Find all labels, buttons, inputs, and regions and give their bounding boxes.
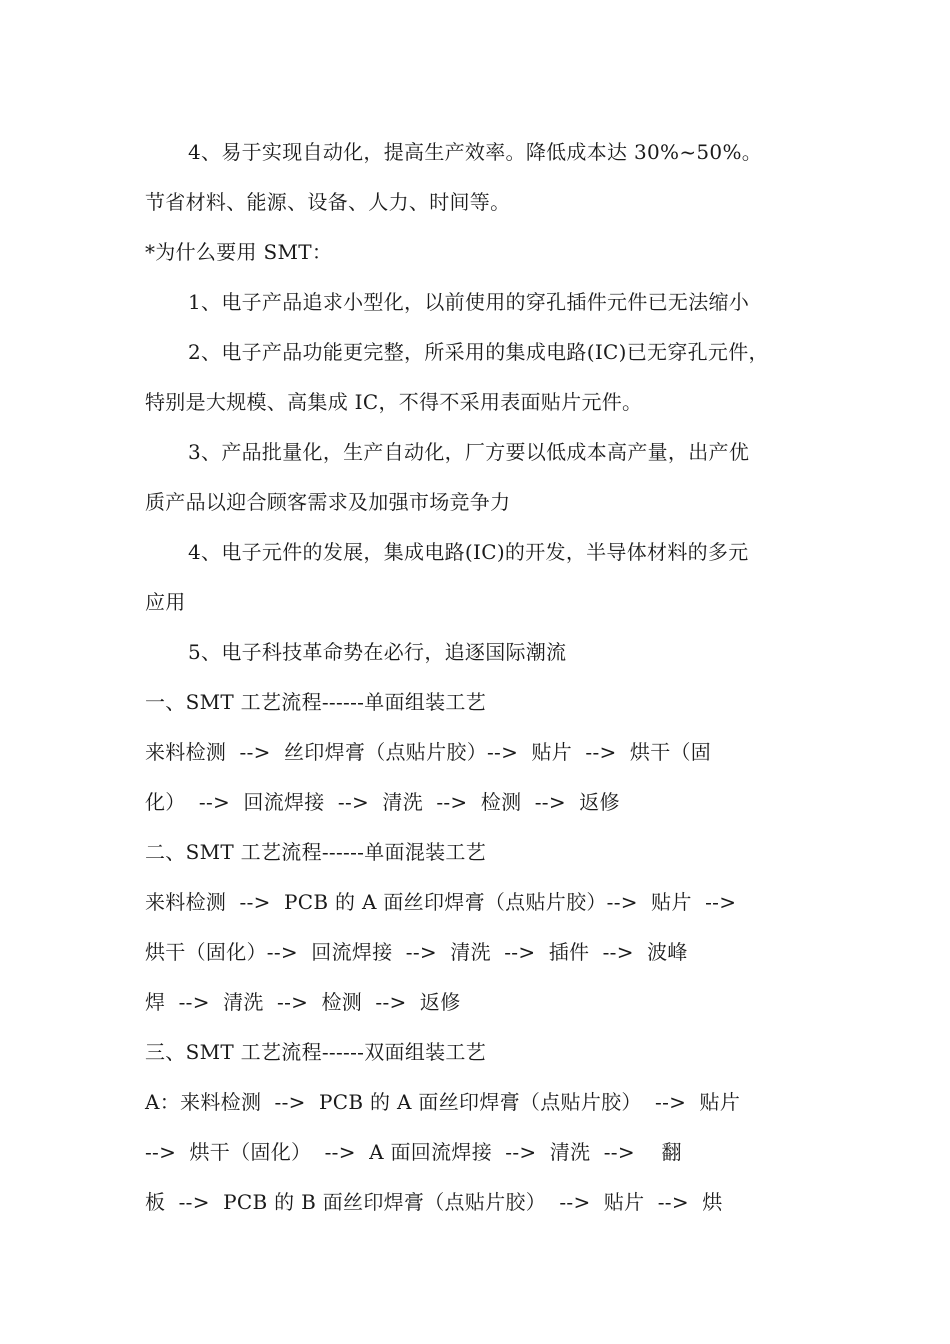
process-flow-line: A：来料检测 --> PCB 的 A 面丝印焊膏（点贴片胶） --> 贴片	[145, 1090, 741, 1114]
paragraph-line: 1、电子产品追求小型化，以前使用的穿孔插件元件已无法缩小	[188, 290, 750, 314]
paragraph-line: 5、电子科技革命势在必行，追逐国际潮流	[188, 640, 567, 664]
paragraph-line: 应用	[145, 590, 186, 614]
section-heading: 二、SMT 工艺流程------单面混装工艺	[145, 840, 487, 864]
process-flow-line: 焊 --> 清洗 --> 检测 --> 返修	[145, 990, 461, 1014]
paragraph-line: 2、电子产品功能更完整，所采用的集成电路(IC)已无穿孔元件，	[188, 340, 769, 364]
paragraph-line: 节省材料、能源、设备、人力、时间等。	[145, 190, 511, 214]
section-heading: 三、SMT 工艺流程------双面组装工艺	[145, 1040, 487, 1064]
paragraph-line: 4、易于实现自动化，提高生产效率。降低成本达 30%~50%。	[188, 140, 763, 164]
process-flow-line: 来料检测 --> PCB 的 A 面丝印焊膏（点贴片胶）--> 贴片 -->	[145, 890, 737, 914]
section-heading: *为什么要用 SMT：	[145, 240, 333, 264]
process-flow-line: --> 烘干（固化） --> A 面回流焊接 --> 清洗 --> 翻	[145, 1140, 682, 1164]
paragraph-line: 3、产品批量化，生产自动化，厂方要以低成本高产量，出产优	[188, 440, 750, 464]
process-flow-line: 板 --> PCB 的 B 面丝印焊膏（点贴片胶） --> 贴片 --> 烘	[145, 1190, 723, 1214]
process-flow-line: 化） --> 回流焊接 --> 清洗 --> 检测 --> 返修	[145, 790, 620, 814]
process-flow-line: 烘干（固化）--> 回流焊接 --> 清洗 --> 插件 --> 波峰	[145, 940, 688, 964]
process-flow-line: 来料检测 --> 丝印焊膏（点贴片胶）--> 贴片 --> 烘干（固	[145, 740, 712, 764]
paragraph-line: 4、电子元件的发展，集成电路(IC)的开发，半导体材料的多元	[188, 540, 749, 564]
paragraph-line: 质产品以迎合顾客需求及加强市场竞争力	[145, 490, 511, 514]
section-heading: 一、SMT 工艺流程------单面组装工艺	[145, 690, 487, 714]
paragraph-line: 特别是大规模、高集成 IC，不得不采用表面贴片元件。	[145, 390, 643, 414]
